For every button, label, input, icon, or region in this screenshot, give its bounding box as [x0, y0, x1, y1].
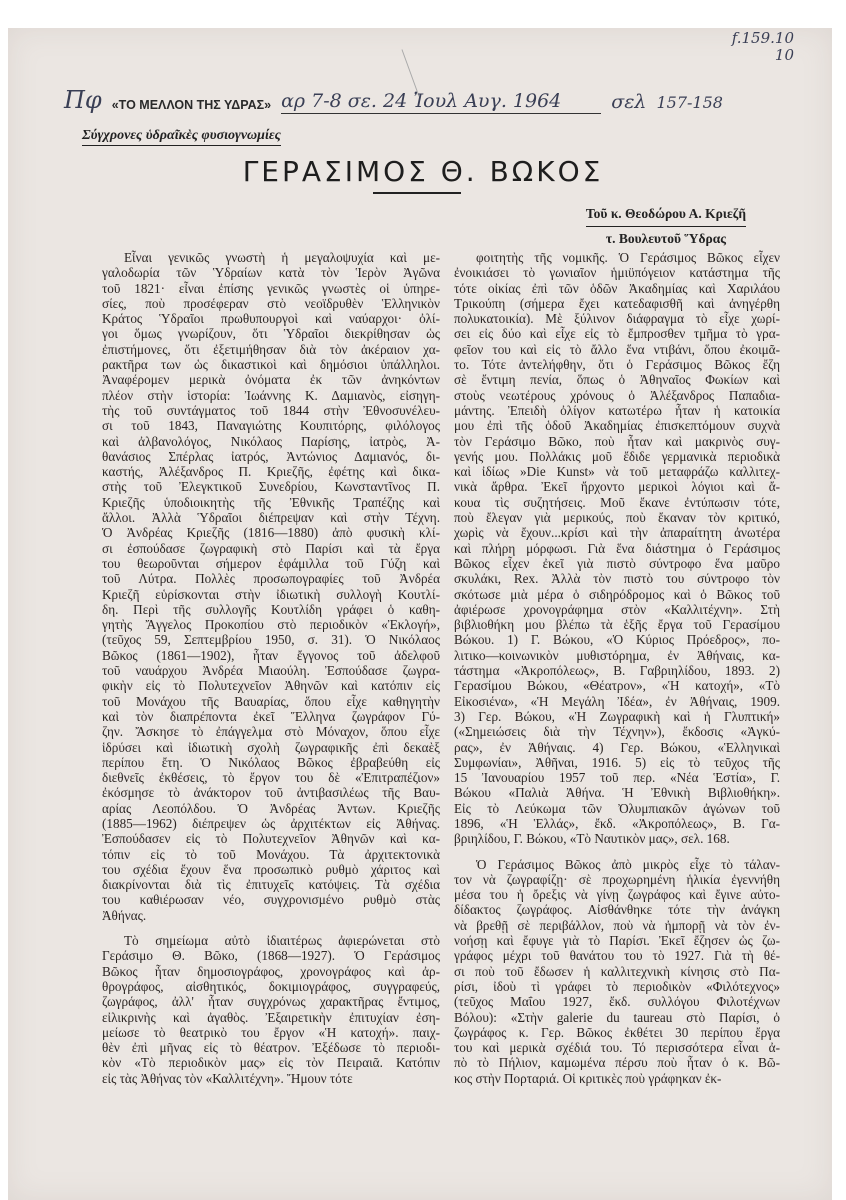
text-line: 1896, «Ἡ Ἑλλάς», ἔκδ. «Ἀκροπόλεως», Β. Γα-: [454, 815, 780, 831]
text-line: ρακτῆρα των ὡς δικαστικοὶ καὶ δημόσιοι ὑπάλληλοι.: [102, 357, 440, 373]
text-line: καὶ τὸν διαπρέποντα ἐκεῖ Ἕλληνα ζωγράφον Γύ-: [102, 708, 440, 724]
text-line: γαλοδωρία τῶν Ὑδραίων κατὰ τὸν Ἱερὸν Ἀγῶνα: [102, 265, 440, 281]
text-line: θὲν ἐπὶ μῆνας εἰς τὸ θέατρον. Ἐξέδωσε τὸ περιοδι-: [102, 1040, 440, 1056]
text-line: ρας», ἐν Ἀθήναις. 4) Γερ. Βώκου, «Ἑλληνικαὶ: [454, 739, 780, 755]
text-line: θρογράφος, αἰσθητικός, δοκιμιογράφος, συγγραφεύς,: [102, 978, 440, 994]
text-line: τοῦ ναυάρχου Ἀνδρέα Μιαούλη. Ἐσπούδασε ζωγρα-: [102, 663, 440, 679]
text-line: τοῦ Λύτρα. Πολλὲς προσωπογραφίες τοῦ Ἀνδρέα: [102, 571, 440, 587]
text-line: καστής, Ἀλέξανδρος Π. Κριεζῆς, ἐφέτης καὶ δικα-: [102, 464, 440, 480]
text-line: ἐπιστήμονες, ὅτι ἐξετιμήθησαν διὰ τὸν ἀκέραιον χα-: [102, 341, 440, 357]
text-line: διακρίνονται διὰ τὶς ἐπιτυχεῖς κατόψεις. Τὰ σχέδια: [102, 877, 440, 893]
text-line: αρίας Λεοπόλδου. Ὁ Ἀνδρέας Ἀντων. Κριεζῆς: [102, 800, 440, 816]
text-line: φοιτητὴς τῆς νομικῆς. Ὁ Γεράσιμος Βῶκος εἶχεν: [476, 250, 780, 265]
text-line: ζωγράφος, ἀλλ' ἦταν συγχρόνως χαρακτῆρας ἔντιμος,: [102, 994, 440, 1010]
text-line: Εἰκοσιένα», «Ἡ Μεγάλη Ἰδέα», ἐν Ἀθήναις, 1909.: [454, 693, 780, 709]
text-line: χωρὶς νὰ ἔχουν...κρίσι καὶ τὴν ἀπαραίτητη ἀνωτέρα: [454, 525, 780, 541]
text-line: σι τοῦ 1843, Παναγιώτης Κουπιτόρης, φιλόλογος: [102, 418, 440, 434]
author-name: Τοῦ κ. Θεοδώρου Α. Κριεζῆ: [586, 202, 746, 227]
text-line: του σχέδια ἔχουν ἕνα προσωπικὸ ρυθμὸ χάριτος καὶ: [102, 861, 440, 877]
text-line: νὰ βρεθῇ σὲ περιβάλλον, ποὺ νὰ ἠμπορῇ νὰ τὸν ἐν-: [454, 917, 780, 933]
text-line: γενής μου. Πολλάκις μοῦ ἔδιδε γερμανικὰ περιοδικὰ: [454, 448, 780, 464]
section-heading: Σύγχρονες ὑδραῖκὲς φυσιογνωμίες: [82, 128, 281, 146]
text-line: τὸν Γεράσιμο Βῶκο, ποὺ ἦταν καὶ μακρινὸς συγ-: [454, 433, 780, 449]
byline: [586, 202, 746, 251]
text-line: τότε οἰκίας ἐπὶ τῶν ὁδῶν Ἀκαδημίας καὶ Χαριλάου: [454, 280, 780, 296]
text-line: 15 Ἰανουαρίου 1957 τοῦ περ. «Νέα Ἑστία», Γ.: [454, 770, 780, 786]
article-paragraph: [454, 250, 780, 847]
text-line: Βόλου): «Στὴν galerie du taureau στὸ Παρίσι, ὁ: [454, 1009, 780, 1025]
text-line: ἐνοικιάσει τὸ γωνιαῖον ἡμιϋπόγειον κατάστημα τῆς: [454, 265, 780, 281]
text-line: Βῶκος ἦταν δημοσιογράφος, χρονογράφος καὶ ἀρ-: [102, 963, 440, 979]
text-line: γράφος μέχρι τοῦ θανάτου του τὸ 1927. Γιὰ τὴ θέ-: [454, 948, 780, 964]
text-line: του θεωροῦνται σήμερον ἐφάμιλλα τοῦ Γύζη καὶ: [102, 555, 440, 571]
text-line: μείωσε τὸ θεατρικὸ του ἔργον «Ἡ κατοχή». παιχ-: [102, 1024, 440, 1040]
text-line: σκότωσε μιὰ μέρα ὁ σιδηρόδρομος καὶ ὁ Βῶκος τοῦ: [454, 586, 780, 602]
text-line: (τεῦχος Μαΐου 1927, ἔκδ. συλλόγου Φιλοτέχνων: [454, 994, 780, 1010]
text-line: νικὰ ἄρθρα. Ἐκεῖ ἤρχοντο μερικοὶ λόγιοι καὶ ἄ-: [454, 479, 780, 495]
text-line: μέσα του ἡ ὄρεξις νὰ γίνῃ ζωγράφος καὶ ἔγινε αὐτο-: [454, 887, 780, 903]
text-line: σι ποὺ τοῦ ἔδωσεν ἡ καλλιτεχνικὴ κίνησις στὸ Πα-: [454, 963, 780, 979]
text-line: ἀφιέρωσε χρονογράφημα στὸν «Καλλιτέχνη». Στὴ: [454, 601, 780, 617]
text-line: Κράτος Ὑδραῖοι πρωθυπουργοὶ καὶ ναύαρχοι· ὀλί-: [102, 311, 440, 327]
text-line: δίδακτος ζωγράφος. Αἰσθάνθηκε τότε τὴν ἀνάγκη: [454, 902, 780, 918]
archive-subnumber: 10: [774, 46, 794, 64]
text-line: σει εἰς δύο καὶ εἶχε εἰς τὸ ἔμπροσθεν τμῆμα τὸ γρα-: [454, 326, 780, 342]
text-line: στοὺς νεωτέρους χρόνους ὁ Ἀλέξανδρος Παπαδια-: [454, 387, 780, 403]
article-title: ΓΕΡΑΣΙΜΟΣ Θ. ΒΩΚΟΣ: [242, 155, 604, 188]
text-line: Κριεζῆ εὑρίσκονται στὴν ἰδιωτικὴ συλλογὴ Κουτλί-: [102, 586, 440, 602]
text-line: στὴς τοῦ Ἐλεγκτικοῦ Συνεδρίου, Κωνσταντῖνος Π.: [102, 479, 440, 495]
text-line: τοῦ Μονάχου τῆς Βαυαρίας, ὅπου εἶχε καθηγητὴν: [102, 693, 440, 709]
article-paragraph: [454, 857, 780, 1086]
text-line: Κριεζῆς ὑποδιοικητὴς τῆς Ἐθνικῆς Τραπέζης καὶ: [102, 494, 440, 510]
text-line: Τὸ σημείωμα αὐτὸ ἰδιαιτέρως ἀφιερώνεται στὸ: [124, 933, 440, 949]
text-line: τοῦ 1821· εἶναι ἐπίσης γενικῶς γνωστὲς οἱ ὑπηρε-: [102, 280, 440, 296]
text-line: καὶ ἀλβανολόγος, Νικόλαος Παρίσης, ἰατρὸς, Ἀ-: [102, 433, 440, 449]
text-line: γοι ὅμως γνωρίζουν, ὅτι Ὑδραῖοι διεκρίθησαν ὡς: [102, 326, 440, 342]
text-line: Εἰς τὸ Λεύκωμα τῶν Ὀλυμπιακῶν ἀγώνων τοῦ: [454, 800, 780, 816]
source-reference: [64, 82, 814, 114]
text-line: τόπιν εἰς τὸ τοῦ Μονάχου. Τὰ ἀρχιτεκτονικὰ: [102, 846, 440, 862]
text-line: σκυλάκι, Rex. Ἀλλὰ τὸν πιστὸ του σύντροφο τὸν: [454, 571, 780, 587]
text-line: τὴς τοῦ συντάγματος τοῦ 1844 στὴν Ἐθνοσυνέλευ-: [102, 402, 440, 418]
text-line: ζην. Ἄσκησε τὸ ἐπάγγελμα στὸ Μόναχον, ὅπου εἶχε: [102, 724, 440, 740]
text-line: διεθνεῖς ἐκθέσεις, τὸ ἔργον του δὲ «Ἐπιτραπέζιον»: [102, 770, 440, 786]
text-line: πλέον στὴν ἱστορία: Ἰωάννης Κ. Δαμιανὸς, εἰσηγη-: [102, 387, 440, 403]
article-paragraph: [102, 933, 440, 1086]
text-line: φικὴν εἰς τὸ Πολυτεχνεῖον Ἀθηνῶν καὶ κατόπιν εἰς: [102, 678, 440, 694]
text-line: πολυκατοικία). Μὲ ξύλινον διάφραγμα τὸ εἶχε χωρί-: [454, 311, 780, 327]
reference-prefix: Πφ: [64, 86, 102, 114]
text-line: ἐκόσμησε τὸ ἀνάκτορον τοῦ ἀντιβασιλέως τῆς Βαυ-: [102, 785, 440, 801]
page-range: 157-158: [656, 93, 723, 112]
text-line: Ὁ Ἀνδρέας Κριεζῆς (1816—1880) ἀπὸ φυσικὴ κλί-: [102, 525, 440, 541]
text-line: Ὁ Γεράσιμος Βῶκος ἀπὸ μικρὸς εἶχε τὸ τάλαν-: [476, 856, 780, 872]
text-line: Γερασίμου Βώκου, «Θέατρον», «Ἡ κατοχή», «Τὸ: [454, 678, 780, 694]
text-line: δη. Περὶ τῆς συλλογῆς Κουτλίδη γράφει ὁ καθη-: [102, 601, 440, 617]
text-line: σὲ ἔντιμη πενία, ὅπως ὁ Ἀθηναῖος Φωκίων καὶ: [454, 372, 780, 388]
text-line: νοήσῃ καὶ ἔφυγε γιὰ τὸ Παρίσι. Ἐκεῖ ἔζησεν ὡς ζω-: [454, 933, 780, 949]
text-line: σίες, ποὺ προσέφεραν στὸ νεοϊδρυθὲν Ἑλληνικὸν: [102, 295, 440, 311]
text-line: το. Τότε ἀντελήφθην, ὅτι ὁ Γεράσιμος Βῶκος ἔζη: [454, 357, 780, 373]
text-line: του καθιέρωσαν νέο, συγχρονισμένο ρυθμὸ στὰς: [102, 892, 440, 908]
text-line: (1885—1962) διέπρεψεν ὡς ἀρχιτέκτων εἰς Ἀθήνας.: [102, 815, 440, 831]
text-line: (τεῦχος 59, Σεπτεμβρίου 1950, σ. 31). Ὁ Νικόλαος: [102, 632, 440, 648]
text-line: κος στὴν Πορταριά. Οἱ κριτικὲς ποὺ γράφηκαν ἐκ-: [454, 1070, 722, 1086]
text-line: φεῖον του καὶ εἰς τὸ ἄλλο ἕνα ντιβάνι, ὅπου ἐκοιμᾶ-: [454, 341, 780, 357]
archive-number: f.159.10: [731, 29, 794, 47]
text-line: ποὺ ἔλεγαν γιὰ μερικούς, ποὺ ἔκαναν τὸν κριτικό,: [454, 510, 780, 526]
text-line: εἰς τὰς Ἀθήνας τὸν «Καλλιτέχνη». Ἤμουν τότε: [102, 1070, 353, 1086]
issue-reference: αρ 7-8 σε. 24 Ἰουλ Αυγ. 1964: [281, 89, 601, 114]
text-line: σι ἐσπούδασε ζωγραφικὴ στὸ Παρίσι καὶ τὰ ἔργα: [102, 540, 440, 556]
text-line: θανάσιος Σπέρλας ἰατρός, Ἀντώνιος Δαμιανός, δι-: [102, 448, 440, 464]
text-line: Βώκου. 1) Γ. Βώκου, «Ὁ Κύριος Πρόεδρος», πο-: [454, 632, 780, 648]
text-line: Βῶκος εἶχεν ἐκεῖ γιὰ πιστὸ σύντροφο ἕνα μαῦρο: [454, 555, 780, 571]
text-line: κουα τὶς συζητήσεις. Μοῦ ἔκανε ἐντύπωσιν τότε,: [454, 494, 780, 510]
text-line: Εἶναι γενικῶς γνωστὴ ἡ μεγαλοψυχία καὶ με-: [124, 250, 440, 265]
text-line: του καὶ μερικὰ σχέδιά του. Τό περισσότερα εἶναι ἀ-: [454, 1040, 780, 1056]
text-line: τον νὰ ζωγραφίζῃ· σὲ προχωρημένη ἡλικία ἐγεννήθη: [454, 871, 780, 887]
text-line: καὶ ἰδίως »Die Kunst» νὰ τοῦ μεταφράζω καλλιτεχ-: [454, 464, 780, 480]
text-line: βιβλιοθήκη μου βλέπω τὰ ἑξῆς ἔργα τοῦ Γερασίμου: [454, 617, 780, 633]
text-line: ἄλλοι. Ἀλλὰ Ὑδραῖοι διέπρεψαν καὶ στὴν Τέχνη.: [102, 510, 440, 526]
text-line: Τρικούπη (σήμερα ἔχει κατεδαφισθῆ καὶ ἀνηγέρθη: [454, 295, 780, 311]
newspaper-name: «ΤΟ ΜΕΛΛΟΝ ΤΗΣ ΥΔΡΑΣ»: [111, 98, 272, 112]
title-divider: [373, 192, 461, 194]
column-left: [102, 250, 440, 1096]
article-paragraph: [102, 250, 440, 923]
text-line: Βῶκος (1861—1902), ἦταν ἔγγονος τοῦ ἀδελφοῦ: [102, 647, 440, 663]
text-line: Γεράσιμο Θ. Βῶκο, (1868—1927). Ὁ Γεράσιμος: [102, 948, 440, 964]
archive-note: [732, 30, 794, 64]
text-line: μάντης. Ἐπειδὴ ὀλίγον κατωτέρω ἦταν ἡ κατοικία: [454, 402, 780, 418]
text-line: κὸν «Τὸ περιοδικὸν μας» εἰς τὸν Πειραιᾶ. Κατόπιν: [102, 1055, 440, 1071]
pages-label: σελ: [611, 91, 647, 113]
text-line: λιτικο—κοινωνικὸν μυθιστόρημα, ἐν Ἀθήναις, κα-: [454, 647, 780, 663]
text-line: εἰλικρινὴς καὶ ἀγαθὸς. Ἐξαιρετικὴν ἐπιτυχίαν ἐση-: [102, 1009, 440, 1025]
author-role: τ. Βουλευτοῦ Ὕδρας: [605, 231, 726, 246]
text-line: γητὴς Ἄγγελος Προκοπίου στὸ περιοδικὸν «Ἐκλογή»,: [102, 617, 440, 633]
text-line: Ἀθήνας.: [102, 907, 147, 923]
text-line: περίπου ἔτη. Ὁ Νικόλαος Βῶκος ἐβραβεύθη εἰς: [102, 754, 440, 770]
text-line: ζωγράφος κ. Γερ. Βῶκος ἐκθέτει 30 περίπου ἔργα: [454, 1024, 780, 1040]
text-line: Ἀναφέρομεν μερικὰ ὀνόματα ἐκ τῶν ἀνηκόντων: [102, 372, 440, 388]
text-line: 3) Γερ. Βώκου, «Ἡ Ζωγραφικὴ καὶ ἡ Γλυπτική»: [454, 708, 780, 724]
text-line: («Σημειώσεις διὰ τὴν Τέχνην»), ἔκδοσις «Ἀγκύ-: [454, 724, 780, 740]
text-line: Συμφωνίαι», Ἀθῆναι, 1916. 5) εἰς τὸ τεῦχος τῆς: [454, 754, 780, 770]
text-line: μου ἐπὶ τῆς ὁδοῦ Ἀκαδημίας ἐπισκεπτόμουν συχνὰ: [454, 418, 780, 434]
text-line: πὸ τὸ Πήλιον, καμωμένα πέρσυ ποὺ ἦταν ὁ κ. Βῶ-: [454, 1055, 780, 1071]
text-line: ρίσι, ἰδοὺ τὶ γράφει τὸ περιοδικὸν «Φιλότεχνος»: [454, 978, 780, 994]
text-line: ἱδρύσει καὶ ἰδιωτικὴ σχολὴ ζωγραφικῆς ἐπὶ δεκαὲξ: [102, 739, 440, 755]
text-line: καὶ πλήρη μόρφωσι. Γιὰ ἕνα διάστημα ὁ Γεράσιμος: [454, 540, 780, 556]
text-line: Ἐσπούδασεν εἰς τὸ Πολυτεχνεῖον Ἀθηνῶν καὶ κα-: [102, 831, 440, 847]
text-line: βριηλίδου, Γ. Βώκου, «Τὸ Ναυτικὸν μας», σελ. 168.: [454, 831, 730, 847]
text-line: Βώκου «Παλιὰ Ἀθήνα. Ἡ Ἐθνικὴ Βιβλιοθήκη».: [454, 785, 780, 801]
text-line: τάστημα «Ἀκροπόλεως», Β. Γαβριηλίδου, 1893. 2): [454, 663, 780, 679]
column-right: [454, 250, 780, 1096]
